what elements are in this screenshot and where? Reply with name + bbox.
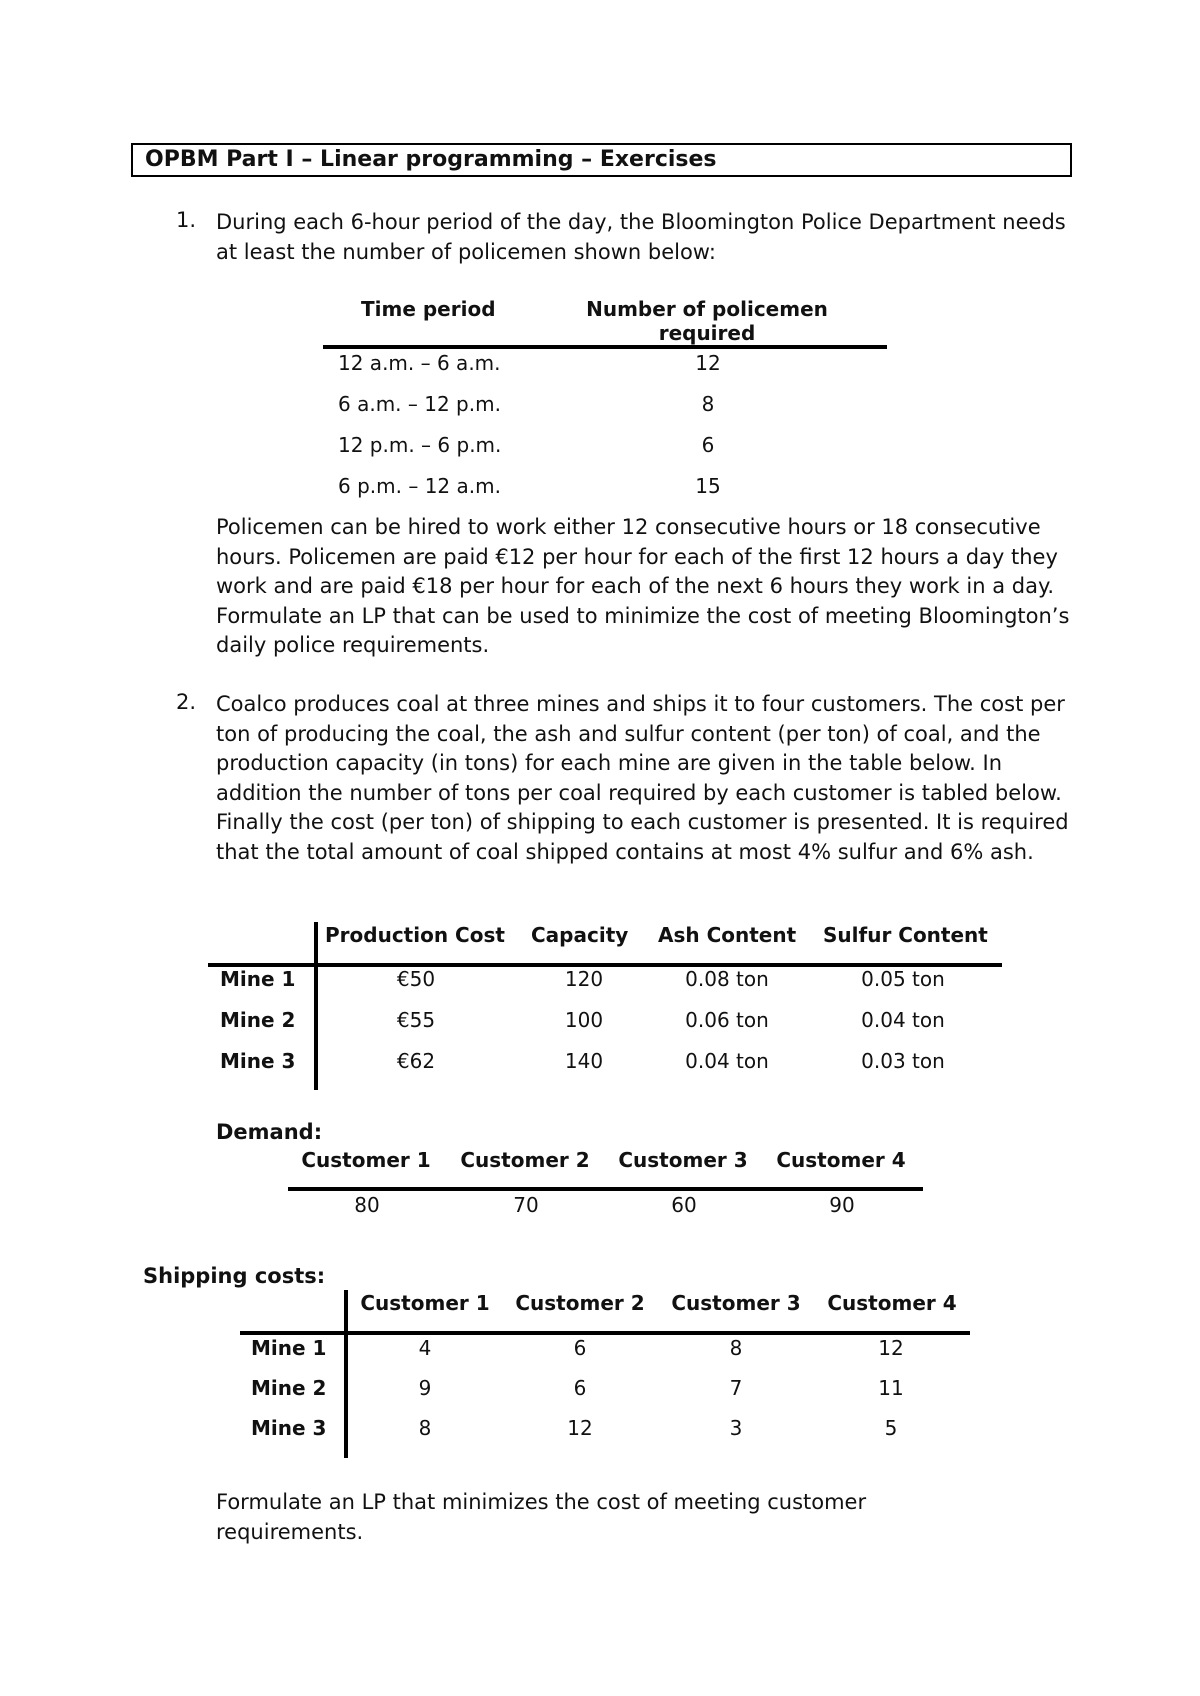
exercise-1-text: Policemen can be hired to work either 12 consecutive hours or 18 consecutive hours. Policemen are paid €12 per hour for each of the first 12 hours a day they work and are paid €18 per hour for each of the next 6 hours they work in a day. Formulate an LP that can be used to minimize the cost of meeting Bloomington’s daily police requirements.	[216, 515, 1070, 658]
police-row-1-count: 12	[695, 351, 721, 375]
police-table-rule	[323, 345, 887, 349]
shipping-row-2-c4: 11	[878, 1376, 904, 1400]
demand-header-4: Customer 4	[776, 1148, 906, 1172]
mines-row-2-cost: €55	[396, 1008, 436, 1032]
police-table-header-count-2: required	[658, 321, 756, 345]
demand-rule	[288, 1187, 923, 1191]
police-row-4-count: 15	[695, 474, 721, 498]
police-table-header-count-1: Number of policemen	[586, 297, 828, 321]
mines-header-ash: Ash Content	[658, 923, 797, 947]
exercise-1-intro: During each 6-hour period of the day, the Bloomington Police Department needs at least the number of policemen shown below:	[216, 210, 1066, 264]
shipping-row-1-c2: 6	[573, 1336, 587, 1360]
exercise-2-closing: Formulate an LP that minimizes the cost of meeting customer requirements.	[216, 1490, 867, 1544]
shipping-row-2-c3: 7	[729, 1376, 743, 1400]
shipping-row-1-c4: 12	[878, 1336, 904, 1360]
mines-row-1-sulfur: 0.05 ton	[861, 967, 945, 991]
document-title: OPBM Part I – Linear programming – Exercises	[131, 143, 1072, 177]
shipping-header-2: Customer 2	[515, 1291, 645, 1315]
demand-header-2: Customer 2	[460, 1148, 590, 1172]
mines-row-3-cost: €62	[396, 1049, 436, 1073]
shipping-header-4: Customer 4	[827, 1291, 957, 1315]
demand-value-3: 60	[671, 1193, 697, 1217]
shipping-row-3-label: Mine 3	[251, 1416, 327, 1440]
mines-header-cost: Production Cost	[325, 923, 505, 947]
shipping-row-1-c3: 8	[729, 1336, 743, 1360]
mines-row-1-cost: €50	[396, 967, 436, 991]
police-row-3-period: 12 p.m. – 6 p.m.	[338, 433, 502, 457]
mines-row-1-label: Mine 1	[220, 967, 296, 991]
shipping-row-3-c4: 5	[884, 1416, 898, 1440]
mines-table-vertical-rule	[314, 922, 318, 1090]
mines-header-sulfur: Sulfur Content	[823, 923, 988, 947]
shipping-row-1-c1: 4	[418, 1336, 432, 1360]
demand-label: Demand:	[216, 1120, 323, 1144]
shipping-header-3: Customer 3	[671, 1291, 801, 1315]
shipping-header-1: Customer 1	[360, 1291, 490, 1315]
mines-row-3-label: Mine 3	[220, 1049, 296, 1073]
shipping-vertical-rule	[344, 1290, 348, 1458]
shipping-row-2-c2: 6	[573, 1376, 587, 1400]
exercise-2-number: 2.	[176, 690, 197, 714]
mines-row-2-sulfur: 0.04 ton	[861, 1008, 945, 1032]
mines-row-2-ash: 0.06 ton	[685, 1008, 769, 1032]
demand-header-3: Customer 3	[618, 1148, 748, 1172]
police-table-header-period: Time period	[361, 297, 496, 321]
demand-value-4: 90	[829, 1193, 855, 1217]
mines-header-capacity: Capacity	[531, 923, 629, 947]
police-row-2-period: 6 a.m. – 12 p.m.	[338, 392, 501, 416]
mines-row-1-ash: 0.08 ton	[685, 967, 769, 991]
demand-value-1: 80	[354, 1193, 380, 1217]
police-row-2-count: 8	[701, 392, 715, 416]
shipping-horizontal-rule	[240, 1331, 970, 1335]
mines-row-3-sulfur: 0.03 ton	[861, 1049, 945, 1073]
police-row-4-period: 6 p.m. – 12 a.m.	[338, 474, 501, 498]
shipping-row-3-c2: 12	[567, 1416, 593, 1440]
police-row-3-count: 6	[701, 433, 715, 457]
shipping-row-3-c3: 3	[729, 1416, 743, 1440]
police-row-1-period: 12 a.m. – 6 a.m.	[338, 351, 501, 375]
demand-value-2: 70	[513, 1193, 539, 1217]
exercise-2-intro: Coalco produces coal at three mines and ships it to four customers. The cost per ton of producing the coal, the ash and sulfur content (per ton) of coal, and the production capacity (in tons) for each mine are given in the table below. In addition the number of tons per coal required by each customer is tabled below. Finally the cost (per ton) of shipping to each customer is presented. It is required that the total amount of coal shipped contains at most 4% sulfur and 6% ash.	[216, 692, 1069, 864]
shipping-label: Shipping costs:	[143, 1264, 326, 1288]
demand-header-1: Customer 1	[301, 1148, 431, 1172]
mines-row-1-capacity: 120	[564, 967, 604, 991]
shipping-row-3-c1: 8	[418, 1416, 432, 1440]
shipping-row-2-c1: 9	[418, 1376, 432, 1400]
mines-row-2-capacity: 100	[564, 1008, 604, 1032]
mines-row-3-capacity: 140	[564, 1049, 604, 1073]
shipping-row-2-label: Mine 2	[251, 1376, 327, 1400]
mines-row-2-label: Mine 2	[220, 1008, 296, 1032]
shipping-row-1-label: Mine 1	[251, 1336, 327, 1360]
mines-row-3-ash: 0.04 ton	[685, 1049, 769, 1073]
exercise-1-number: 1.	[176, 208, 197, 232]
